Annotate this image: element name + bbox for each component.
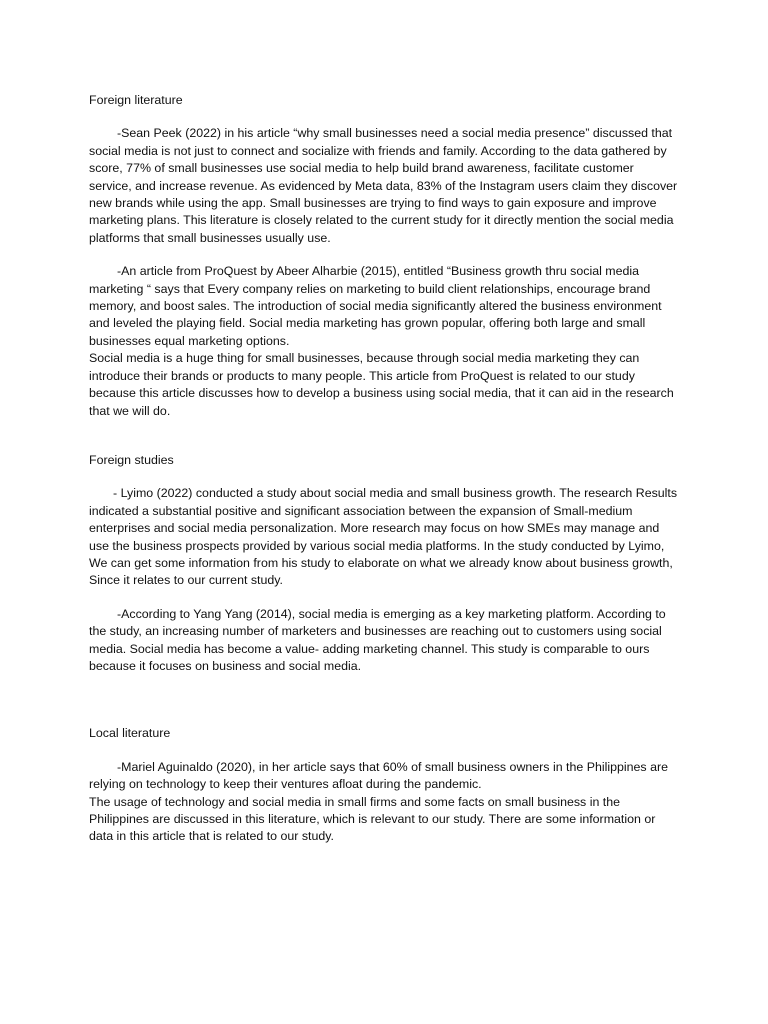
foreign-studies-heading: Foreign studies: [89, 452, 174, 467]
local-literature-heading: Local literature: [89, 726, 171, 741]
foreign-literature-paragraph-alharbie: -An article from ProQuest by Abeer Alharbie (2015), entitled “Business growth thru social media marketing “ says that Every company relies on marketing to build client relationships, encourage brand memory, and boost sales. The introduction of social media significantly altered the business environment and leveled the playing field. Social media marketing has grown popular, offering both large and small businesses equal marketing options.: [89, 264, 662, 348]
foreign-literature-paragraph-social-media: Social media is a huge thing for small businesses, because through social media marketing they can introduce their brands or products to many people. This article from ProQuest is related to our study because this article discusses how to develop a business using social media, that it can aid in the research that we will do.: [89, 351, 674, 418]
document-page: [89, 92, 679, 846]
foreign-studies-paragraph-yang: -According to Yang Yang (2014), social media is emerging as a key marketing platform. According to the study, an increasing number of marketers and businesses are reaching out to customers using social media. Social media has become a value- adding marketing channel. This study is comparable to ours because it focuses on business and social media.: [89, 606, 666, 673]
foreign-studies-paragraph-lyimo: - Lyimo (2022) conducted a study about social media and small business growth. The research Results indicated a substantial positive and significant association between the expansion of Small-medium enterprises and social media personalization. More research may focus on how SMEs may manage and use the business prospects provided by various social media platforms. In the study conducted by Lyimo, We can get some information from his study to elaborate on what we already know about business growth, Since it relates to our current study.: [89, 486, 678, 588]
local-literature-paragraph-aguinaldo: -Mariel Aguinaldo (2020), in her article says that 60% of small business owners in the Philippines are relying on technology to keep their ventures afloat during the pandemic.: [89, 759, 668, 792]
foreign-literature-paragraph-peek: -Sean Peek (2022) in his article “why small businesses need a social media presence” discussed that social media is not just to connect and socialize with friends and family. According to the data gathered by score, 77% of small businesses use social media to help build brand awareness, facilitate customer service, and increase revenue. As evidenced by Meta data, 83% of the Instagram users claim they discover new brands while using the app. Small businesses are trying to find ways to gain exposure and improve marketing plans. This literature is closely related to the current study for it directly mention the social media platforms that small businesses usually use.: [89, 126, 678, 245]
local-literature-paragraph-technology: The usage of technology and social media in small firms and some facts on small business in the Philippines are discussed in this literature, which is relevant to our study. There are some information or data in this article that is related to our study.: [89, 794, 656, 844]
foreign-literature-heading: Foreign literature: [89, 93, 183, 107]
